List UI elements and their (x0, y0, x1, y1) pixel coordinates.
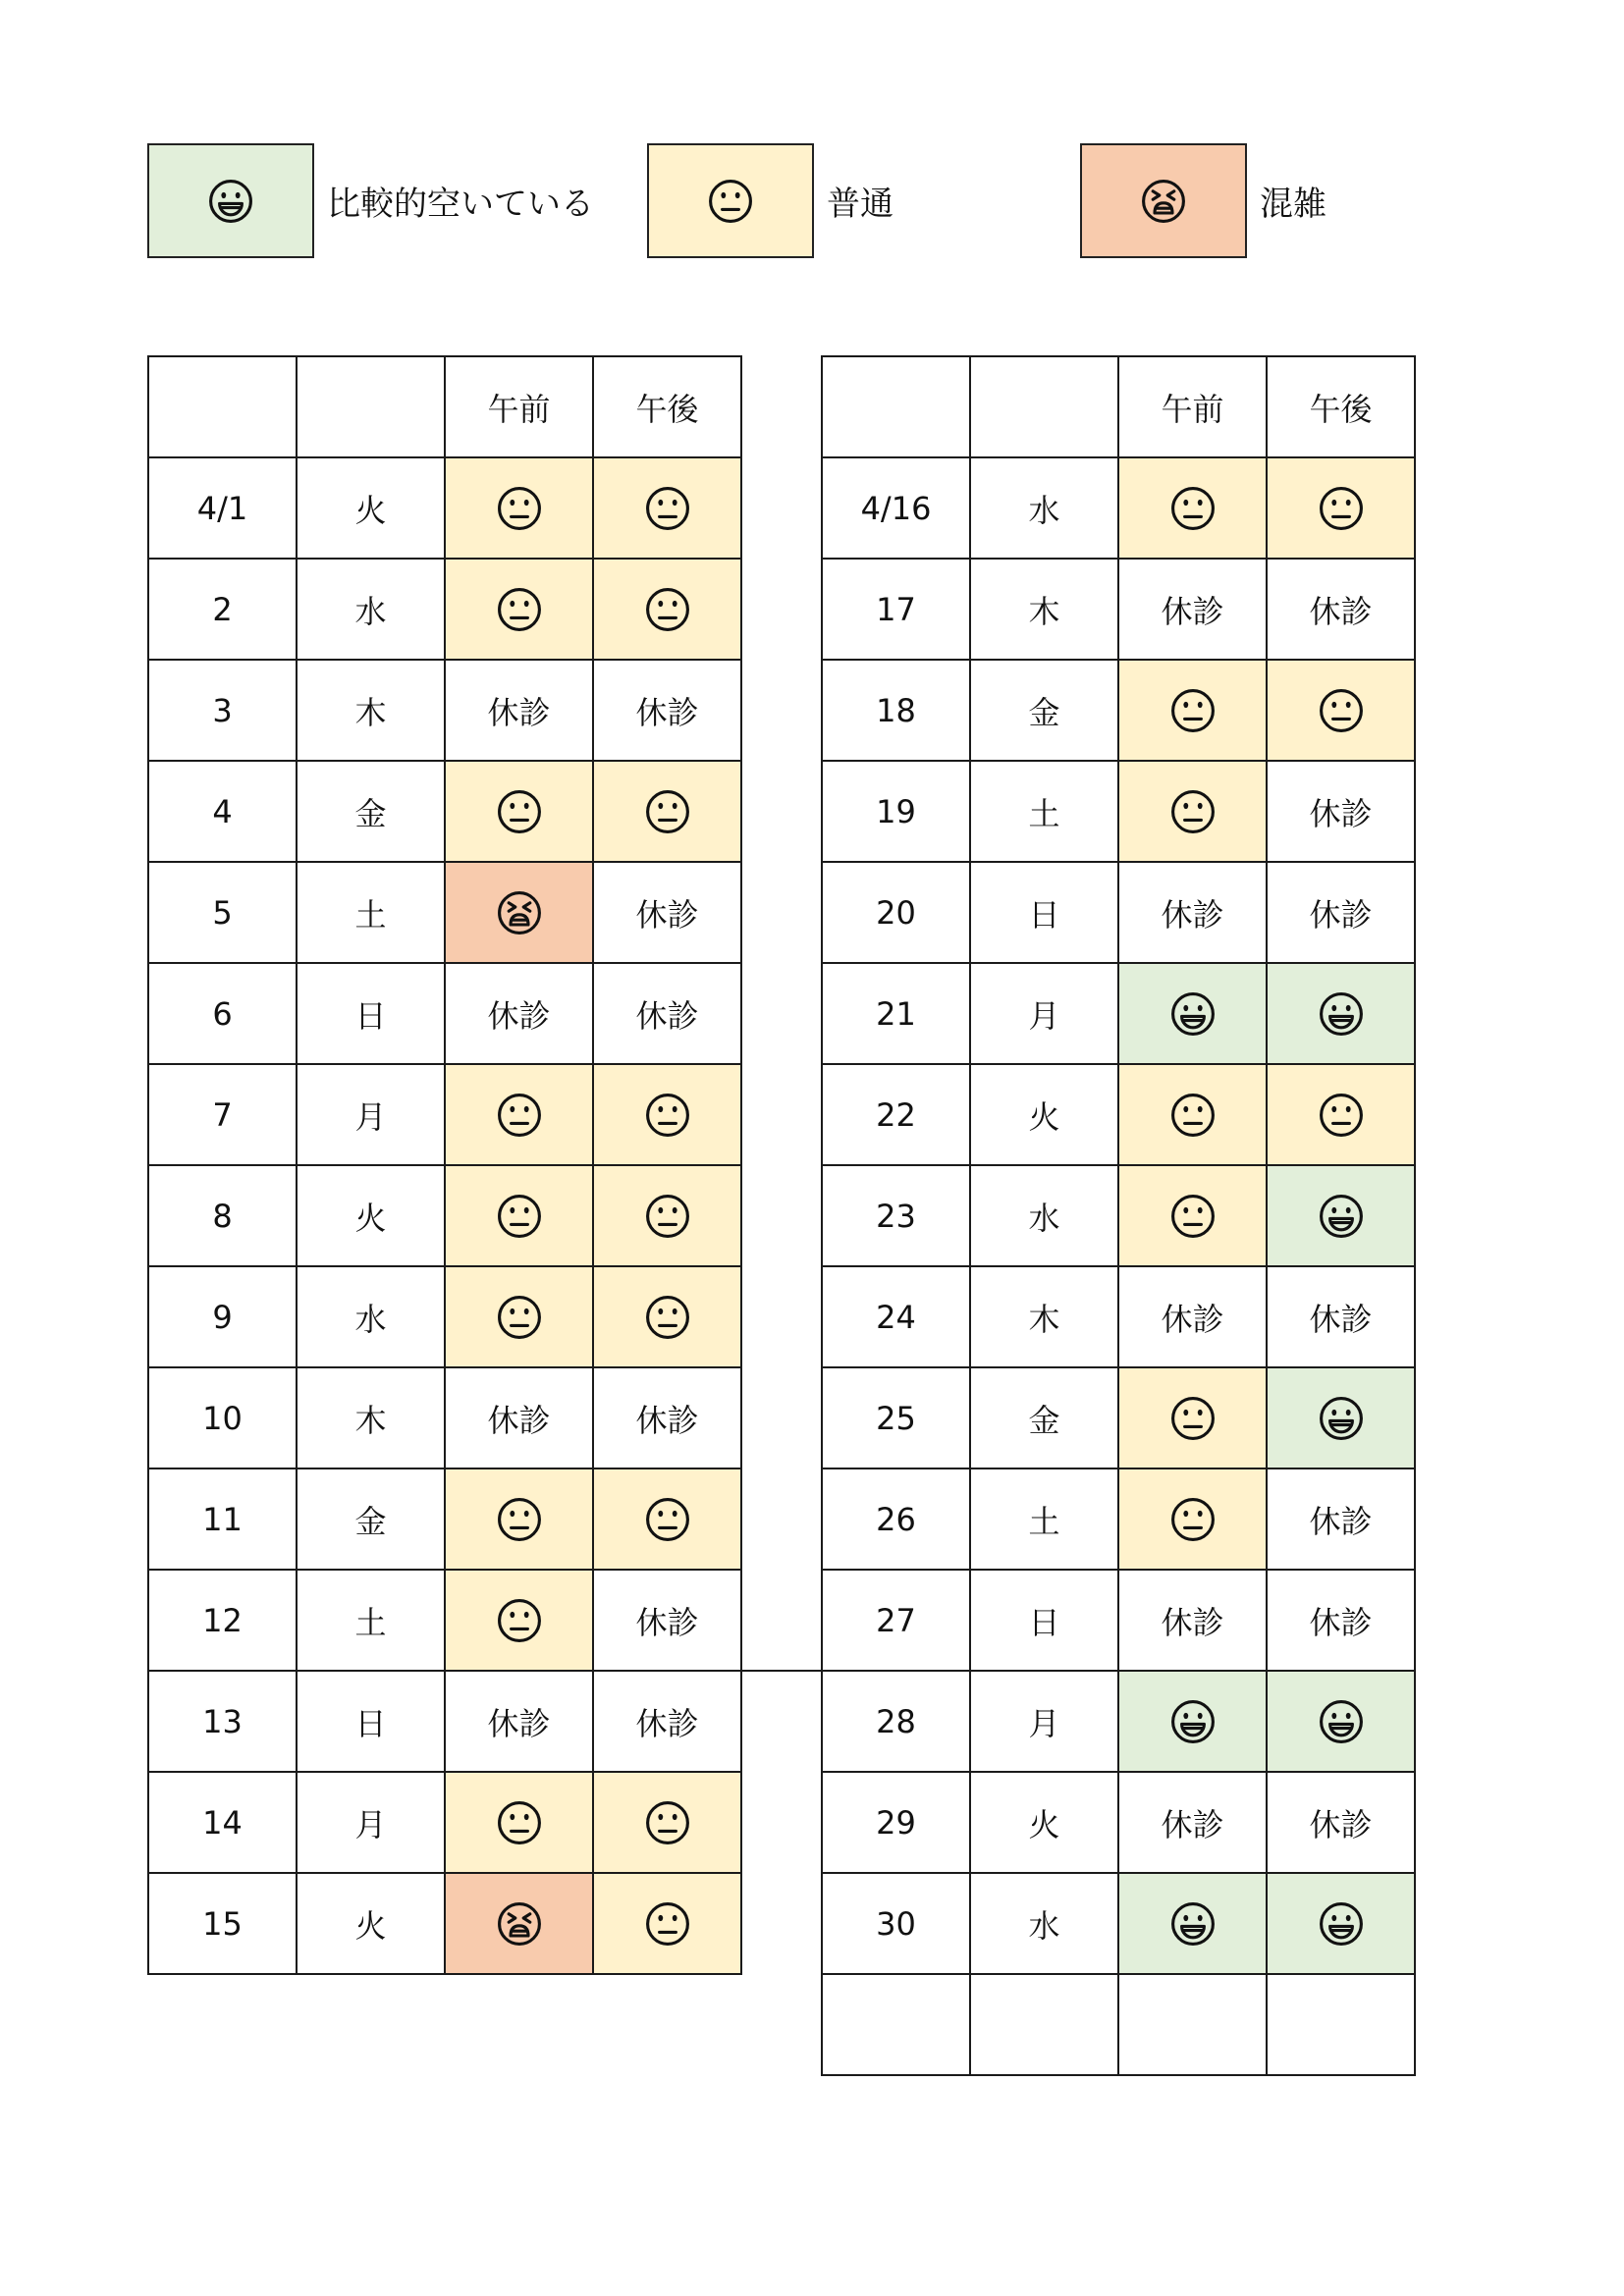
legend-swatch-yellow (647, 143, 814, 258)
weekday-cell: 火 (298, 1874, 446, 1975)
weekday-cell: 金 (298, 1469, 446, 1571)
afternoon-cell (594, 458, 742, 560)
weekday-cell: 日 (971, 1571, 1119, 1672)
afternoon-cell (1268, 1975, 1416, 2076)
neutral-face-icon (644, 586, 691, 633)
afternoon-cell (594, 1166, 742, 1267)
date-cell: 21 (823, 964, 971, 1065)
grinning-face-icon (1318, 1395, 1365, 1442)
weekday-cell: 月 (971, 1672, 1119, 1773)
neutral-face-icon (1169, 1193, 1217, 1240)
afternoon-cell (594, 762, 742, 863)
date-cell: 9 (149, 1267, 298, 1368)
weekday-cell: 木 (971, 560, 1119, 661)
weekday-cell: 土 (298, 863, 446, 964)
date-cell: 5 (149, 863, 298, 964)
neutral-face-icon (496, 1799, 543, 1846)
connector-line (742, 1670, 821, 1672)
morning-cell (446, 458, 594, 560)
afternoon-cell: 休診 (1268, 762, 1416, 863)
date-cell: 24 (823, 1267, 971, 1368)
weekday-cell: 木 (971, 1267, 1119, 1368)
afternoon-cell (1268, 1672, 1416, 1773)
schedule-table-first-half (147, 355, 742, 1975)
date-cell: 30 (823, 1874, 971, 1975)
weekday-cell: 金 (298, 762, 446, 863)
morning-cell (1119, 964, 1268, 1065)
date-cell: 11 (149, 1469, 298, 1571)
header-cell (971, 357, 1119, 458)
afternoon-cell: 休診 (1268, 1469, 1416, 1571)
morning-cell (1119, 1368, 1268, 1469)
legend-label: 普通 (827, 185, 893, 224)
header-cell: 午後 (1268, 357, 1416, 458)
legend-item-crowded (1080, 143, 1326, 258)
grinning-face-icon (1318, 990, 1365, 1038)
morning-cell (446, 1065, 594, 1166)
header-cell: 午後 (594, 357, 742, 458)
weekday-cell: 水 (298, 560, 446, 661)
date-cell: 28 (823, 1672, 971, 1773)
neutral-face-icon (707, 178, 754, 225)
morning-cell: 休診 (446, 661, 594, 762)
morning-cell (1119, 762, 1268, 863)
morning-cell (1119, 1065, 1268, 1166)
morning-cell: 休診 (1119, 863, 1268, 964)
morning-cell (446, 1773, 594, 1874)
neutral-face-icon (496, 1597, 543, 1644)
neutral-face-icon (496, 1092, 543, 1139)
grinning-face-icon (1318, 1698, 1365, 1745)
grinning-face-icon (1169, 1900, 1217, 1948)
legend-item-normal (647, 143, 893, 258)
morning-cell (446, 1166, 594, 1267)
morning-cell (446, 1267, 594, 1368)
morning-cell: 休診 (1119, 560, 1268, 661)
date-cell: 3 (149, 661, 298, 762)
neutral-face-icon (1169, 687, 1217, 734)
afternoon-cell (1268, 1874, 1416, 1975)
neutral-face-icon (644, 1799, 691, 1846)
afternoon-cell (594, 1773, 742, 1874)
afternoon-cell (1268, 1166, 1416, 1267)
header-cell (149, 357, 298, 458)
legend-item-available (147, 143, 594, 258)
date-cell: 6 (149, 964, 298, 1065)
weekday-cell: 月 (971, 964, 1119, 1065)
neutral-face-icon (496, 788, 543, 835)
morning-cell (446, 1874, 594, 1975)
weekday-cell: 土 (971, 1469, 1119, 1571)
legend-swatch-orange (1080, 143, 1247, 258)
date-cell: 15 (149, 1874, 298, 1975)
neutral-face-icon (1318, 1092, 1365, 1139)
date-cell: 19 (823, 762, 971, 863)
header-cell: 午前 (446, 357, 594, 458)
morning-cell (446, 1571, 594, 1672)
morning-cell (1119, 1469, 1268, 1571)
tired-face-icon (496, 889, 543, 936)
morning-cell (1119, 458, 1268, 560)
weekday-cell: 水 (298, 1267, 446, 1368)
neutral-face-icon (644, 1900, 691, 1948)
grinning-face-icon (1318, 1193, 1365, 1240)
date-cell: 8 (149, 1166, 298, 1267)
morning-cell (1119, 1166, 1268, 1267)
weekday-cell: 月 (298, 1065, 446, 1166)
grinning-face-icon (1169, 990, 1217, 1038)
weekday-cell: 月 (298, 1773, 446, 1874)
date-cell: 25 (823, 1368, 971, 1469)
date-cell: 14 (149, 1773, 298, 1874)
date-cell: 22 (823, 1065, 971, 1166)
morning-cell: 休診 (1119, 1571, 1268, 1672)
weekday-cell: 土 (298, 1571, 446, 1672)
legend-label: 混雑 (1260, 185, 1326, 224)
afternoon-cell: 休診 (594, 1368, 742, 1469)
afternoon-cell (594, 1065, 742, 1166)
morning-cell (446, 863, 594, 964)
afternoon-cell: 休診 (1268, 560, 1416, 661)
weekday-cell: 日 (298, 1672, 446, 1773)
weekday-cell: 火 (971, 1065, 1119, 1166)
weekday-cell: 日 (298, 964, 446, 1065)
date-cell: 4/16 (823, 458, 971, 560)
neutral-face-icon (496, 1193, 543, 1240)
neutral-face-icon (1318, 485, 1365, 532)
date-cell: 4/1 (149, 458, 298, 560)
date-cell: 12 (149, 1571, 298, 1672)
header-cell (298, 357, 446, 458)
date-cell: 29 (823, 1773, 971, 1874)
afternoon-cell: 休診 (594, 661, 742, 762)
neutral-face-icon (1318, 687, 1365, 734)
weekday-cell: 日 (971, 863, 1119, 964)
legend-label: 比較的空いている (327, 185, 594, 224)
date-cell: 2 (149, 560, 298, 661)
date-cell: 27 (823, 1571, 971, 1672)
weekday-cell: 木 (298, 661, 446, 762)
date-cell (823, 1975, 971, 2076)
morning-cell: 休診 (1119, 1773, 1268, 1874)
neutral-face-icon (644, 485, 691, 532)
weekday-cell: 水 (971, 1874, 1119, 1975)
weekday-cell: 水 (971, 1166, 1119, 1267)
neutral-face-icon (1169, 1496, 1217, 1543)
afternoon-cell (1268, 1065, 1416, 1166)
tired-face-icon (496, 1900, 543, 1948)
legend-swatch-green (147, 143, 314, 258)
grinning-face-icon (1169, 1698, 1217, 1745)
weekday-cell: 土 (971, 762, 1119, 863)
afternoon-cell: 休診 (1268, 1773, 1416, 1874)
neutral-face-icon (644, 1092, 691, 1139)
afternoon-cell (594, 1267, 742, 1368)
afternoon-cell: 休診 (1268, 863, 1416, 964)
date-cell: 13 (149, 1672, 298, 1773)
grinning-face-icon (207, 178, 254, 225)
date-cell: 20 (823, 863, 971, 964)
date-cell: 23 (823, 1166, 971, 1267)
morning-cell: 休診 (1119, 1267, 1268, 1368)
afternoon-cell (1268, 1368, 1416, 1469)
morning-cell: 休診 (446, 964, 594, 1065)
weekday-cell (971, 1975, 1119, 2076)
afternoon-cell: 休診 (594, 1672, 742, 1773)
afternoon-cell (1268, 964, 1416, 1065)
grinning-face-icon (1318, 1900, 1365, 1948)
date-cell: 26 (823, 1469, 971, 1571)
header-cell: 午前 (1119, 357, 1268, 458)
afternoon-cell (1268, 458, 1416, 560)
weekday-cell: 火 (971, 1773, 1119, 1874)
date-cell: 10 (149, 1368, 298, 1469)
header-cell (823, 357, 971, 458)
morning-cell (446, 560, 594, 661)
neutral-face-icon (496, 1496, 543, 1543)
neutral-face-icon (644, 1496, 691, 1543)
morning-cell (446, 762, 594, 863)
weekday-cell: 火 (298, 458, 446, 560)
neutral-face-icon (496, 586, 543, 633)
morning-cell (446, 1469, 594, 1571)
afternoon-cell (594, 560, 742, 661)
afternoon-cell (594, 1874, 742, 1975)
weekday-cell: 火 (298, 1166, 446, 1267)
neutral-face-icon (1169, 1092, 1217, 1139)
neutral-face-icon (1169, 485, 1217, 532)
date-cell: 4 (149, 762, 298, 863)
neutral-face-icon (496, 1294, 543, 1341)
neutral-face-icon (644, 788, 691, 835)
afternoon-cell: 休診 (594, 863, 742, 964)
afternoon-cell (1268, 661, 1416, 762)
afternoon-cell (594, 1469, 742, 1571)
tired-face-icon (1140, 178, 1187, 225)
morning-cell: 休診 (446, 1672, 594, 1773)
weekday-cell: 金 (971, 661, 1119, 762)
weekday-cell: 水 (971, 458, 1119, 560)
afternoon-cell: 休診 (594, 964, 742, 1065)
date-cell: 18 (823, 661, 971, 762)
morning-cell (1119, 1975, 1268, 2076)
neutral-face-icon (496, 485, 543, 532)
morning-cell (1119, 661, 1268, 762)
date-cell: 17 (823, 560, 971, 661)
morning-cell (1119, 1874, 1268, 1975)
date-cell: 7 (149, 1065, 298, 1166)
weekday-cell: 木 (298, 1368, 446, 1469)
neutral-face-icon (1169, 788, 1217, 835)
neutral-face-icon (644, 1294, 691, 1341)
weekday-cell: 金 (971, 1368, 1119, 1469)
schedule-table-second-half (821, 355, 1416, 2076)
morning-cell (1119, 1672, 1268, 1773)
afternoon-cell: 休診 (1268, 1571, 1416, 1672)
afternoon-cell: 休診 (594, 1571, 742, 1672)
morning-cell: 休診 (446, 1368, 594, 1469)
afternoon-cell: 休診 (1268, 1267, 1416, 1368)
neutral-face-icon (1169, 1395, 1217, 1442)
neutral-face-icon (644, 1193, 691, 1240)
